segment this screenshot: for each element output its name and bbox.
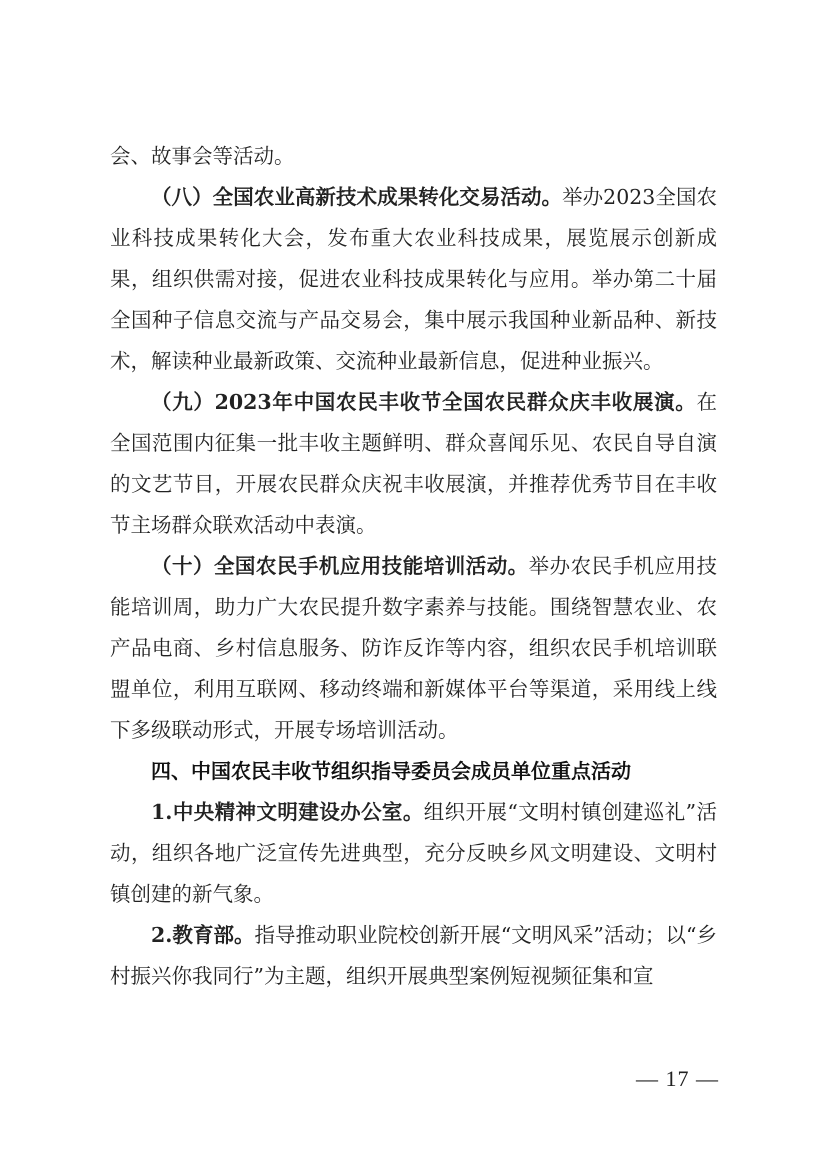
item-8-body: 举办2023全国农业科技成果转化大会，发布重大农业科技成果，展览展示创新成果，组织供需对接，促进农业科技成果转化与应用。举办第二十届全国种子信息交流与产品交易会，集中展示我国种业新品种、新技术，解读种业最新政策、交流种业最新信息，促进种业振兴。	[110, 185, 717, 373]
numbered-item-2-heading: 2.教育部。	[151, 923, 255, 947]
numbered-item-1	[110, 792, 717, 915]
paragraph-body: 会、故事会等活动。	[110, 144, 295, 168]
item-9-heading: （九）2023年中国农民丰收节全国农民群众庆丰收展演。	[151, 390, 697, 414]
paragraph-item-8	[110, 177, 717, 382]
numbered-item-1-heading: 1.中央精神文明建设办公室。	[151, 800, 424, 824]
numbered-item-1-body: 组织开展“文明村镇创建巡礼”活动，组织各地广泛宣传先进典型，充分反映乡风文明建设、文明村镇创建的新气象。	[110, 800, 717, 906]
body-text	[110, 136, 717, 997]
page-number: — 17 —	[636, 1066, 719, 1091]
item-10-body: 举办农民手机应用技能培训周，助力广大农民提升数字素养与技能。围绕智慧农业、农产品电商、乡村信息服务、防诈反诈等内容，组织农民手机培训联盟单位，利用互联网、移动终端和新媒体平台等渠道，采用线上线下多级联动形式，开展专场培训活动。	[110, 554, 718, 742]
numbered-item-2-body: 指导推动职业院校创新开展“文明风采”活动；以“乡村振兴你我同行”为主题，组织开展典型案例短视频征集和宣	[110, 923, 717, 988]
paragraph-item-9	[110, 382, 717, 546]
section-heading: 四、中国农民丰收节组织指导委员会成员单位重点活动	[151, 759, 631, 783]
numbered-item-2	[110, 915, 717, 997]
item-8-heading: （八）全国农业高新技术成果转化交易活动。	[151, 185, 563, 209]
paragraph-item-10	[110, 546, 717, 751]
paragraph-continuation	[110, 136, 717, 177]
item-10-heading: （十）全国农民手机应用技能培训活动。	[151, 554, 529, 578]
item-9-body: 在全国范围内征集一批丰收主题鲜明、群众喜闻乐见、农民自导自演的文艺节目，开展农民群众庆祝丰收展演，并推荐优秀节目在丰收节主场群众联欢活动中表演。	[110, 390, 717, 537]
